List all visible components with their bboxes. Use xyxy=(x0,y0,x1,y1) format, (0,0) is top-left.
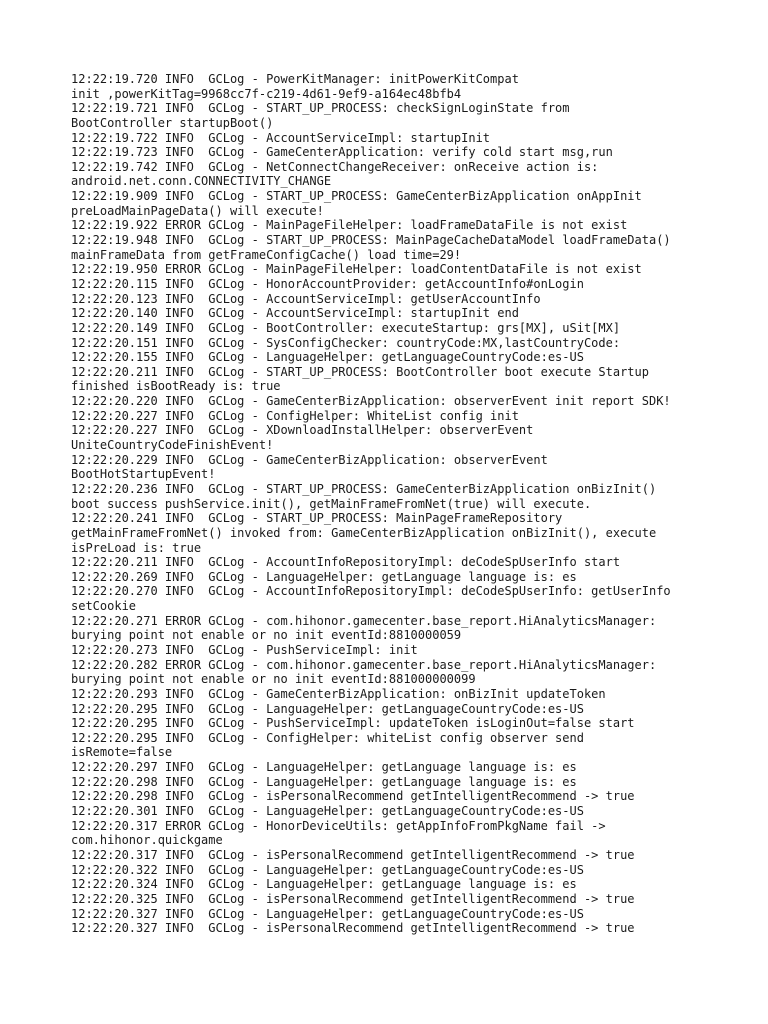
log-line: 12:22:19.721 INFO GCLog - START_UP_PROCESS: checkSignLoginState from xyxy=(71,101,570,116)
log-line: 12:22:20.151 INFO GCLog - SysConfigChecker: countryCode:MX,lastCountryCode: xyxy=(71,335,621,350)
log-line: 12:22:20.220 INFO GCLog - GameCenterBizApplication: observerEvent init report SDK! xyxy=(71,394,671,409)
log-line: 12:22:20.325 INFO GCLog - isPersonalRecommend getIntelligentRecommend -> true xyxy=(71,891,635,906)
log-line: 12:22:20.273 INFO GCLog - PushServiceImpl: init xyxy=(71,642,418,657)
log-line: 12:22:20.140 INFO GCLog - AccountServiceImpl: startupInit end xyxy=(71,306,519,321)
log-line: preLoadMainPageData() will execute! xyxy=(71,203,324,218)
log-line: 12:22:20.236 INFO GCLog - START_UP_PROCESS: GameCenterBizApplication onBizInit() xyxy=(71,481,657,496)
log-line: 12:22:20.270 INFO GCLog - AccountInfoRepositoryImpl: deCodeSpUserInfo: getUserInfo xyxy=(71,584,671,599)
log-line: 12:22:20.271 ERROR GCLog - com.hihonor.gamecenter.base_report.HiAnalyticsManager: xyxy=(71,613,657,628)
log-line: 12:22:19.720 INFO GCLog - PowerKitManager: initPowerKitCompat xyxy=(71,72,519,86)
log-line: BootController startupBoot() xyxy=(71,115,274,130)
log-line: 12:22:19.948 INFO GCLog - START_UP_PROCESS: MainPageCacheDataModel loadFrameData() xyxy=(71,233,671,248)
log-line: 12:22:20.295 INFO GCLog - LanguageHelper: getLanguageCountryCode:es-US xyxy=(71,701,584,716)
log-line: isRemote=false xyxy=(71,745,173,760)
log-line: 12:22:20.211 INFO GCLog - START_UP_PROCESS: BootController boot execute Startup xyxy=(71,364,649,379)
log-document xyxy=(71,72,731,936)
log-line: 12:22:20.227 INFO GCLog - ConfigHelper: WhiteList config init xyxy=(71,408,519,423)
log-line: 12:22:20.295 INFO GCLog - PushServiceImpl: updateToken isLoginOut=false start xyxy=(71,716,635,731)
log-line: 12:22:20.317 ERROR GCLog - HonorDeviceUtils: getAppInfoFromPkgName fail -> xyxy=(71,818,606,833)
log-line: 12:22:20.327 INFO GCLog - LanguageHelper: getLanguageCountryCode:es-US xyxy=(71,906,584,921)
log-line: android.net.conn.CONNECTIVITY_CHANGE xyxy=(71,174,332,189)
log-line: mainFrameData from getFrameConfigCache() load time=29! xyxy=(71,247,462,262)
log-line: 12:22:20.297 INFO GCLog - LanguageHelper: getLanguage language is: es xyxy=(71,760,577,775)
log-line: 12:22:19.950 ERROR GCLog - MainPageFileHelper: loadContentDataFile is not exist xyxy=(71,262,642,277)
log-line: 12:22:20.115 INFO GCLog - HonorAccountProvider: getAccountInfo#onLogin xyxy=(71,276,584,291)
log-line: 12:22:20.123 INFO GCLog - AccountServiceImpl: getUserAccountInfo xyxy=(71,291,541,306)
log-line: getMainFrameFromNet() invoked from: GameCenterBizApplication onBizInit(), execute xyxy=(71,525,657,540)
log-line: 12:22:19.909 INFO GCLog - START_UP_PROCESS: GameCenterBizApplication onAppInit xyxy=(71,189,642,204)
log-line: burying point not enable or no init eventId:881000000099 xyxy=(71,672,476,687)
log-line: 12:22:20.293 INFO GCLog - GameCenterBizApplication: onBizInit updateToken xyxy=(71,686,606,701)
log-line: 12:22:20.295 INFO GCLog - ConfigHelper: whiteList config observer send xyxy=(71,730,584,745)
log-line: 12:22:19.722 INFO GCLog - AccountServiceImpl: startupInit xyxy=(71,130,491,145)
log-line: 12:22:20.149 INFO GCLog - BootController: executeStartup: grs[MX], uSit[MX] xyxy=(71,320,621,335)
log-line: 12:22:19.723 INFO GCLog - GameCenterApplication: verify cold start msg,run xyxy=(71,145,613,160)
log-line: boot success pushService.init(), getMainFrameFromNet(true) will execute. xyxy=(71,496,592,511)
log-line: 12:22:20.227 INFO GCLog - XDownloadInstallHelper: observerEvent xyxy=(71,423,534,438)
log-line: 12:22:19.922 ERROR GCLog - MainPageFileHelper: loadFrameDataFile is not exist xyxy=(71,218,628,233)
log-line: isPreLoad is: true xyxy=(71,540,202,555)
log-line: UniteCountryCodeFinishEvent! xyxy=(71,438,274,453)
log-line: 12:22:20.241 INFO GCLog - START_UP_PROCESS: MainPageFrameRepository xyxy=(71,511,563,526)
log-line: 12:22:20.317 INFO GCLog - isPersonalRecommend getIntelligentRecommend -> true xyxy=(71,847,635,862)
log-line: 12:22:20.327 INFO GCLog - isPersonalRecommend getIntelligentRecommend -> true xyxy=(71,921,635,936)
log-line: 12:22:20.155 INFO GCLog - LanguageHelper: getLanguageCountryCode:es-US xyxy=(71,350,584,365)
log-line: 12:22:20.298 INFO GCLog - isPersonalRecommend getIntelligentRecommend -> true xyxy=(71,789,635,804)
log-line: burying point not enable or no init eventId:8810000059 xyxy=(71,628,462,643)
log-line: BootHotStartupEvent! xyxy=(71,467,216,482)
log-line: com.hihonor.quickgame xyxy=(71,833,223,848)
log-line: setCookie xyxy=(71,599,137,614)
log-line: 12:22:20.282 ERROR GCLog - com.hihonor.gamecenter.base_report.HiAnalyticsManager: xyxy=(71,657,657,672)
log-line: 12:22:20.269 INFO GCLog - LanguageHelper: getLanguage language is: es xyxy=(71,569,577,584)
log-line: 12:22:20.211 INFO GCLog - AccountInfoRepositoryImpl: deCodeSpUserInfo start xyxy=(71,555,621,570)
log-line: 12:22:20.301 INFO GCLog - LanguageHelper: getLanguageCountryCode:es-US xyxy=(71,804,584,819)
log-line: 12:22:20.298 INFO GCLog - LanguageHelper: getLanguage language is: es xyxy=(71,774,577,789)
log-line: 12:22:19.742 INFO GCLog - NetConnectChangeReceiver: onReceive action is: xyxy=(71,159,599,174)
log-line: init ,powerKitTag=9968cc7f-c219-4d61-9ef9-a164ec48bfb4 xyxy=(71,86,462,101)
log-line: finished isBootReady is: true xyxy=(71,379,281,394)
log-line: 12:22:20.229 INFO GCLog - GameCenterBizApplication: observerEvent xyxy=(71,452,548,467)
log-line: 12:22:20.324 INFO GCLog - LanguageHelper: getLanguage language is: es xyxy=(71,877,577,892)
log-line: 12:22:20.322 INFO GCLog - LanguageHelper: getLanguageCountryCode:es-US xyxy=(71,862,584,877)
